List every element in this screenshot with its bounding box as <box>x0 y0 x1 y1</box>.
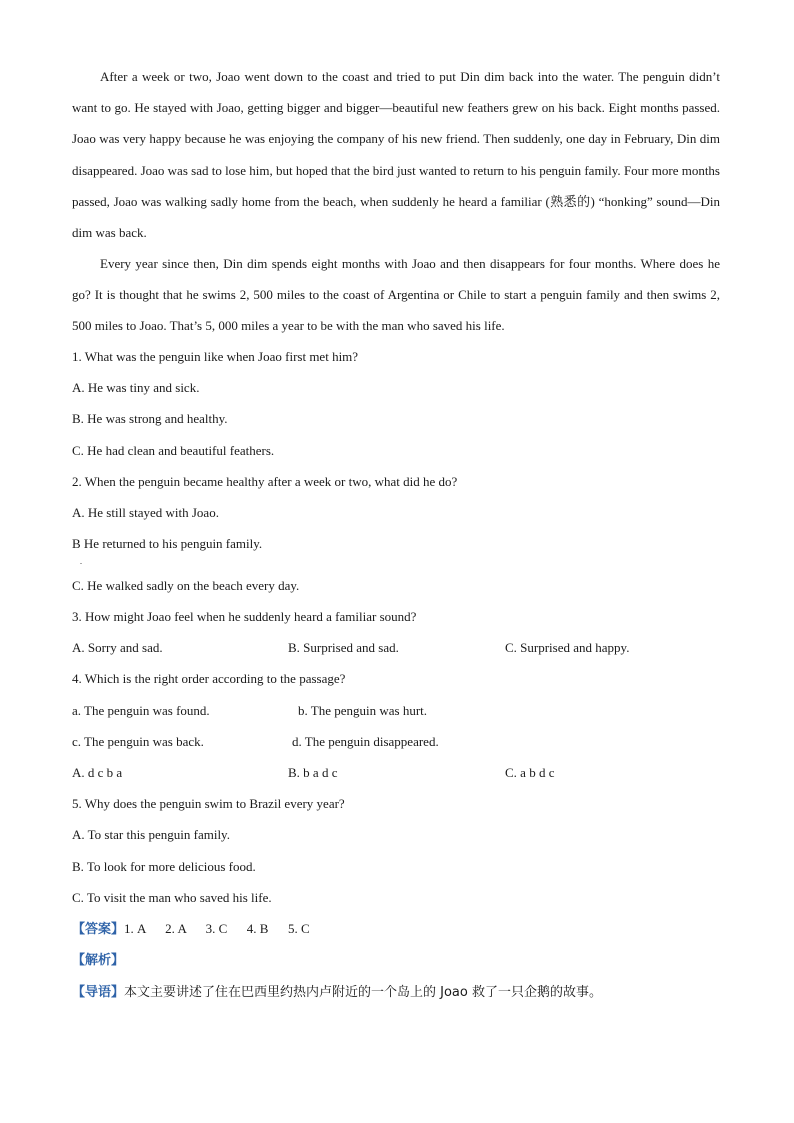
question-4-option-c: C. a b d c <box>505 765 555 780</box>
question-1-option-a: A. He was tiny and sick. <box>72 380 200 395</box>
guide-tag: 【导语】 <box>72 985 125 1000</box>
guide-line <box>72 982 602 1003</box>
question-2-option-a: A. He still stayed with Joao. <box>72 505 219 520</box>
question-4-item-a: a. The penguin was found. <box>72 703 210 718</box>
question-3-option-b: B. Surprised and sad. <box>288 640 399 655</box>
question-1-option-b: B. He was strong and healthy. <box>72 411 228 426</box>
question-4-option-a: A. d c b a <box>72 765 123 780</box>
question-5-option-c: C. To visit the man who saved his life. <box>72 890 272 905</box>
question-2-option-c: C. He walked sadly on the beach every day. <box>72 578 300 593</box>
question-3-option-c: C. Surprised and happy. <box>505 640 630 655</box>
guide-text: 本文主要讲述了住在巴西里约热内卢附近的一个岛上的 Joao 救了一只企鹅的故事。 <box>124 985 602 1000</box>
question-1-stem: 1. What was the penguin like when Joao first met him? <box>72 349 359 364</box>
question-4-stem: 4. Which is the right order according to the passage? <box>72 671 346 686</box>
question-2-option-b: B He returned to his penguin family. <box>72 536 263 551</box>
analysis-tag: 【解析】 <box>72 953 125 968</box>
question-5-stem: 5. Why does the penguin swim to Brazil every year? <box>72 796 345 811</box>
analysis-line <box>72 950 124 971</box>
answer-text: 1. A 2. A 3. C 4. B 5. C <box>124 921 310 936</box>
answer-tag: 【答案】 <box>72 922 125 937</box>
question-4-item-c: c. The penguin was back. <box>72 734 204 749</box>
question-4-item-b: b. The penguin was hurt. <box>298 703 428 718</box>
question-3-option-a: A. Sorry and sad. <box>72 640 163 655</box>
question-3-stem: 3. How might Joao feel when he suddenly heard a familiar sound? <box>72 609 417 624</box>
passage-paragraph-1: After a week or two, Joao went down to the coast and tried to put Din dim back into the water. The penguin didn’t want to go. He stayed with Joao, getting bigger and bigger—beautiful new feathers grew on his back. Eight months passed. Joao was very happy because he was enjoying the company of his new friend. Then suddenly, one day in February, Din dim disappeared. Joao was sad to lose him, but hoped that the bird just wanted to return to his penguin family. Four more months passed, Joao was walking sadly home from the beach, when suddenly he heard a familiar (熟悉的) “honking” sound—Din dim was back. <box>72 69 720 241</box>
question-4-option-b: B. b a d c <box>288 765 338 780</box>
question-2-option-b-mark: . <box>80 557 82 566</box>
question-5-option-b: B. To look for more delicious food. <box>72 859 256 874</box>
question-5-option-a: A. To star this penguin family. <box>72 827 230 842</box>
question-2-stem: 2. When the penguin became healthy after a week or two, what did he do? <box>72 474 458 489</box>
answer-line <box>72 919 310 940</box>
question-1-option-c: C. He had clean and beautiful feathers. <box>72 443 275 458</box>
passage-paragraph-2: Every year since then, Din dim spends eight months with Joao and then disappears for four months. Where does he go? It is thought that he swims 2, 500 miles to the coast of Argentina or Chile to start a penguin family and then swims 2, 500 miles to Joao. That’s 5, 000 miles a year to be with the man who saved his life. <box>72 256 720 334</box>
question-4-item-d: d. The penguin disappeared. <box>292 734 439 749</box>
